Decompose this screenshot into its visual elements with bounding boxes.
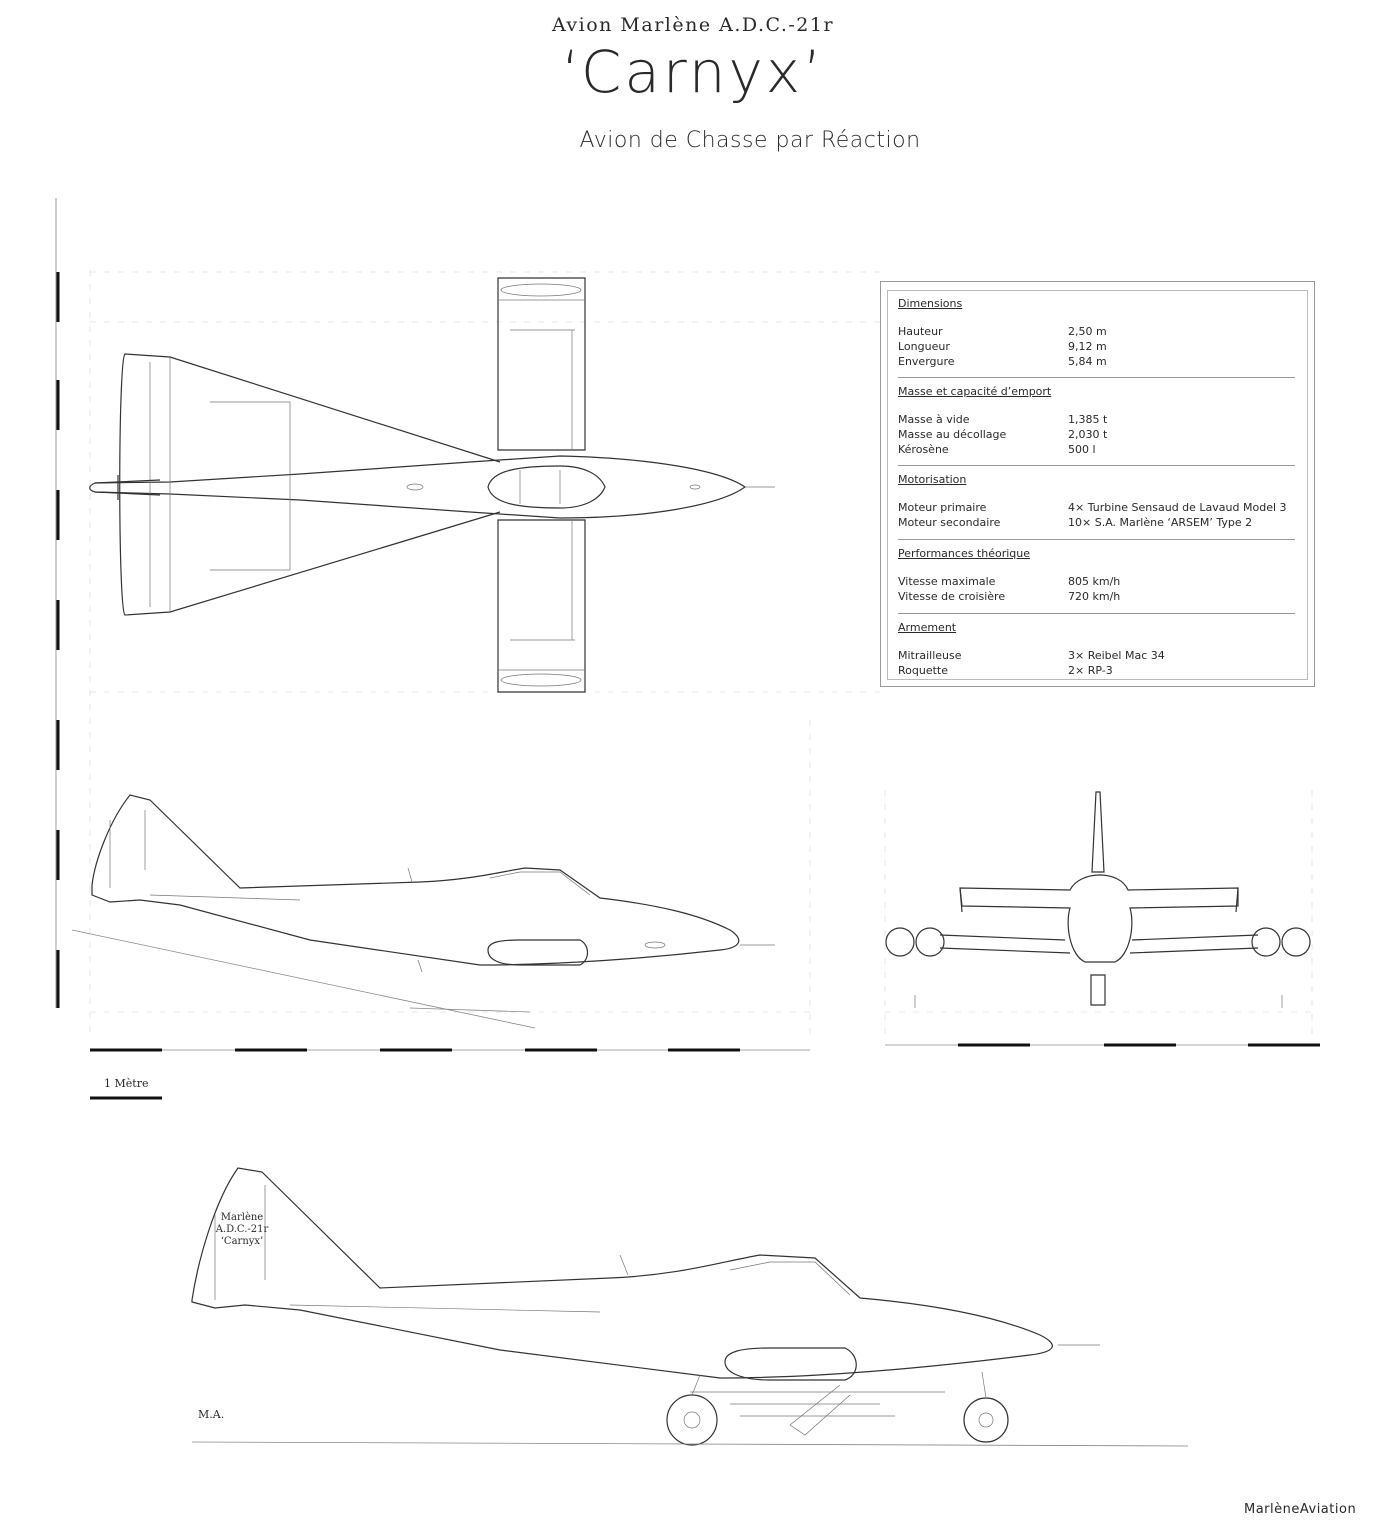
spec-divider (898, 465, 1295, 466)
spec-row (898, 515, 1295, 530)
spec-section-mass (898, 385, 1295, 457)
spec-label: Kérosène (898, 443, 949, 456)
spec-row (898, 412, 1295, 427)
spec-label: Hauteur (898, 325, 943, 338)
top-view-plan (90, 278, 775, 692)
spec-value: 5,84 m (1068, 355, 1107, 368)
author-initials: M.A. (198, 1408, 225, 1421)
left-dimension-rail (56, 198, 58, 1008)
spec-label: Moteur secondaire (898, 516, 1001, 529)
spec-value: 4× Turbine Sensaud de Lavaud Model 3 (1068, 501, 1287, 514)
spec-label: Masse à vide (898, 413, 970, 426)
spec-row (898, 427, 1295, 442)
spec-value: 1,385 t (1068, 413, 1108, 426)
spec-value: 2,50 m (1068, 325, 1107, 338)
drawing-supertitle: Avion Marlène A.D.C.-21r (551, 14, 835, 36)
spec-label: Vitesse de croisière (898, 590, 1006, 603)
specifications-panel (880, 281, 1315, 687)
spec-label: Mitrailleuse (898, 649, 962, 662)
spec-divider (898, 613, 1295, 614)
tail-inscription (212, 1212, 272, 1248)
spec-value: 3× Reibel Mac 34 (1068, 649, 1165, 662)
front-view-profile (886, 792, 1310, 1008)
spec-label: Vitesse maximale (898, 575, 996, 588)
tail-inscription-line: ‘Carnyx’ (220, 1236, 264, 1247)
spec-row (898, 354, 1295, 369)
aircraft-role-subtitle: Avion de Chasse par Réaction (579, 128, 921, 153)
spec-label: Masse au décollage (898, 428, 1007, 441)
spec-value: 720 km/h (1068, 590, 1121, 603)
aircraft-name-title: ‘Carnyx’ (561, 38, 825, 106)
scale-label: 1 Mètre (104, 1077, 149, 1090)
spec-row (898, 339, 1295, 354)
spec-divider (898, 539, 1295, 540)
spec-heading-dimensions: Dimensions (898, 297, 963, 310)
specifications-frame (887, 290, 1308, 680)
side-view-profile (72, 795, 775, 1028)
spec-value: 2× RP-3 (1068, 664, 1113, 677)
spec-section-engines (898, 473, 1295, 530)
spec-row (898, 648, 1295, 663)
tail-inscription-line: Marlène (220, 1212, 264, 1223)
spec-row (898, 442, 1295, 457)
spec-value: 805 km/h (1068, 575, 1121, 588)
large-side-view (192, 1168, 1188, 1446)
tail-inscription-line: A.D.C.-21r (215, 1224, 269, 1235)
spec-heading-mass: Masse et capacité d’emport (898, 385, 1052, 398)
spec-value: 10× S.A. Marlène ‘ARSEM’ Type 2 (1068, 516, 1253, 529)
spec-section-performance (898, 547, 1295, 604)
spec-value: 9,12 m (1068, 340, 1107, 353)
spec-row (898, 663, 1295, 678)
spec-row (898, 589, 1295, 604)
spec-heading-performance: Performances théorique (898, 547, 1031, 560)
spec-heading-engines: Motorisation (898, 473, 967, 486)
spec-section-armament (898, 621, 1295, 678)
spec-row (898, 324, 1295, 339)
spec-row (898, 574, 1295, 589)
spec-value: 2,030 t (1068, 428, 1108, 441)
spec-row (898, 500, 1295, 515)
spec-label: Roquette (898, 664, 948, 677)
spec-divider (898, 377, 1295, 378)
spec-label: Moteur primaire (898, 501, 987, 514)
spec-heading-armament: Armement (898, 621, 957, 634)
spec-section-dimensions (898, 297, 1295, 369)
spec-value: 500 l (1068, 443, 1096, 456)
spec-label: Longueur (898, 340, 950, 353)
spec-label: Envergure (898, 355, 955, 368)
author-signature: MarlèneAviation (1244, 1502, 1357, 1517)
